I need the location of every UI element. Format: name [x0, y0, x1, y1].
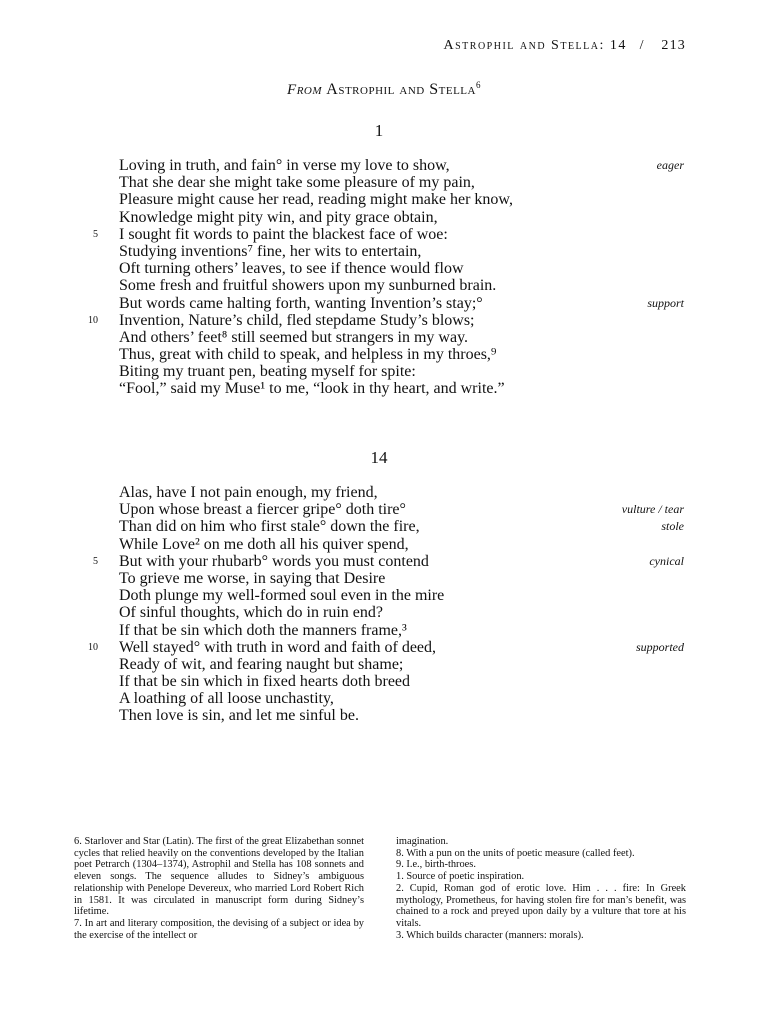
- page-number: 213: [661, 38, 686, 53]
- poem-line: [0, 312, 768, 329]
- marginal-gloss: vulture / tear: [621, 502, 684, 517]
- line-text: Some fresh and fruitful showers upon my sunburned brain.: [119, 277, 497, 295]
- footnotes-left-column: [74, 836, 364, 941]
- footnote: 2. Cupid, Roman god of erotic love. Him . . . fire: In Greek mythology, Prometheus, for having stolen fire for man’s benefit, was chained to a rock and preyed upon daily by a vulture that tore at his vitals.: [396, 882, 686, 929]
- poem-line: [0, 346, 768, 363]
- poem-line: [0, 570, 768, 587]
- line-text: A loathing of all loose unchastity,: [119, 690, 334, 708]
- line-text: Pleasure might cause her read, reading might make her know,: [119, 191, 513, 209]
- line-text: But with your rhubarb° words you must contend: [119, 552, 429, 570]
- line-number: 10: [88, 641, 98, 653]
- marginal-gloss: cynical: [649, 553, 684, 568]
- poem-line: [0, 260, 768, 277]
- line-text: Knowledge might pity win, and pity grace obtain,: [119, 208, 438, 226]
- footnote: 8. With a pun on the units of poetic measure (called feet).: [396, 847, 635, 859]
- poem-line: [0, 553, 768, 570]
- line-text: Upon whose breast a fiercer gripe° doth tire°: [119, 501, 406, 519]
- poem-line: [0, 329, 768, 346]
- poem-line: [0, 174, 768, 191]
- poem-line: [0, 536, 768, 553]
- footnote: 1. Source of poetic inspiration.: [396, 871, 525, 883]
- poem-line: [0, 656, 768, 673]
- line-text: Thus, great with child to speak, and helpless in my throes,⁹: [119, 346, 497, 364]
- footnote: imagination.: [396, 836, 449, 847]
- poem-line: [0, 673, 768, 690]
- poem-line: [0, 226, 768, 243]
- poem-line: [0, 380, 768, 397]
- marginal-gloss: support: [647, 295, 684, 310]
- line-text: If that be sin which in fixed hearts doth breed: [119, 673, 411, 691]
- line-number: 5: [93, 228, 98, 240]
- line-text: That she dear she might take some pleasure of my pain,: [119, 174, 475, 192]
- poem-line: [0, 604, 768, 621]
- line-text: Than did on him who first stale° down the fire,: [119, 518, 420, 536]
- line-text: Doth plunge my well-formed soul even in the mire: [119, 587, 445, 605]
- poem-line: [0, 707, 768, 724]
- line-text: Studying inventions⁷ fine, her wits to entertain,: [119, 242, 422, 260]
- marginal-gloss: supported: [636, 639, 684, 654]
- sonnet-1: [0, 157, 768, 398]
- line-number: 5: [93, 555, 98, 567]
- line-text: But words came halting forth, wanting Invention’s stay;°: [119, 294, 483, 312]
- line-text: I sought fit words to paint the blackest face of woe:: [119, 225, 448, 243]
- poem-line: [0, 295, 768, 312]
- line-text: Ready of wit, and fearing naught but shame;: [119, 655, 404, 673]
- footnote: 7. In art and literary composition, the devising of a subject or idea by the exercise of the intellect or: [74, 917, 364, 941]
- poem-line: [0, 587, 768, 604]
- marginal-gloss: eager: [656, 158, 684, 172]
- poem-line: [0, 690, 768, 707]
- line-text: Loving in truth, and fain° in verse my love to show,: [119, 157, 450, 174]
- line-text: Then love is sin, and let me sinful be.: [119, 707, 359, 725]
- poem-line: [0, 209, 768, 226]
- poem-line: [0, 277, 768, 294]
- footnote: 3. Which builds character (manners: morals).: [396, 929, 584, 941]
- poem-line: [0, 639, 768, 656]
- poem-line: [0, 622, 768, 639]
- poem-line: [0, 363, 768, 380]
- header-separator: /: [639, 38, 645, 53]
- poem-line: [0, 191, 768, 208]
- line-text: While Love² on me doth all his quiver spend,: [119, 535, 409, 553]
- poem-line: [0, 484, 768, 501]
- running-title: Astrophil and Stella: 14: [443, 38, 627, 53]
- line-text: Oft turning others’ leaves, to see if thence would flow: [119, 260, 464, 278]
- marginal-gloss: stole: [661, 519, 684, 534]
- sonnet-number: 1: [374, 121, 384, 140]
- line-text: And others’ feet⁸ still seemed but strangers in my way.: [119, 328, 469, 346]
- line-text: Invention, Nature’s child, fled stepdame Study’s blows;: [119, 311, 475, 329]
- poem-line: [0, 157, 768, 174]
- title-from: From: [287, 82, 323, 98]
- footnotes-right-column: [396, 836, 686, 941]
- line-text: If that be sin which doth the manners frame,³: [119, 621, 407, 639]
- footnote: 9. I.e., birth-throes.: [396, 859, 476, 871]
- poem-line: [0, 243, 768, 260]
- footnote: 6. Starlover and Star (Latin). The first of the great Elizabethan sonnet cycles that relied heavily on the conventions developed by the Italian poet Petrarch (1304–1374), Astrophil and Stella has 108 sonnets and eleven songs. The sequence alludes to Sidney’s ambiguous relationship with Penelope Devereux, who married Lord Robert Rich in 1581. It was circulated in manuscript form during Sidney’s lifetime.: [74, 836, 364, 918]
- title-name: Astrophil and Stella: [326, 81, 476, 98]
- line-text: Well stayed° with truth in word and faith of deed,: [119, 638, 437, 656]
- poem-line: [0, 518, 768, 535]
- sonnet-number: 14: [370, 448, 388, 467]
- line-text: Alas, have I not pain enough, my friend,: [119, 484, 378, 501]
- line-text: To grieve me worse, in saying that Desire: [119, 569, 386, 587]
- line-text: Of sinful thoughts, which do in ruin end?: [119, 604, 383, 622]
- poem-line: [0, 501, 768, 518]
- poem-collection-title: [0, 80, 768, 99]
- running-head: [300, 38, 686, 54]
- sonnet-14: [0, 484, 768, 725]
- line-text: “Fool,” said my Muse¹ to me, “look in thy heart, and write.”: [119, 380, 505, 398]
- line-text: Biting my truant pen, beating myself for spite:: [119, 363, 416, 381]
- line-number: 10: [88, 314, 98, 326]
- title-footnote-mark: 6: [475, 80, 481, 90]
